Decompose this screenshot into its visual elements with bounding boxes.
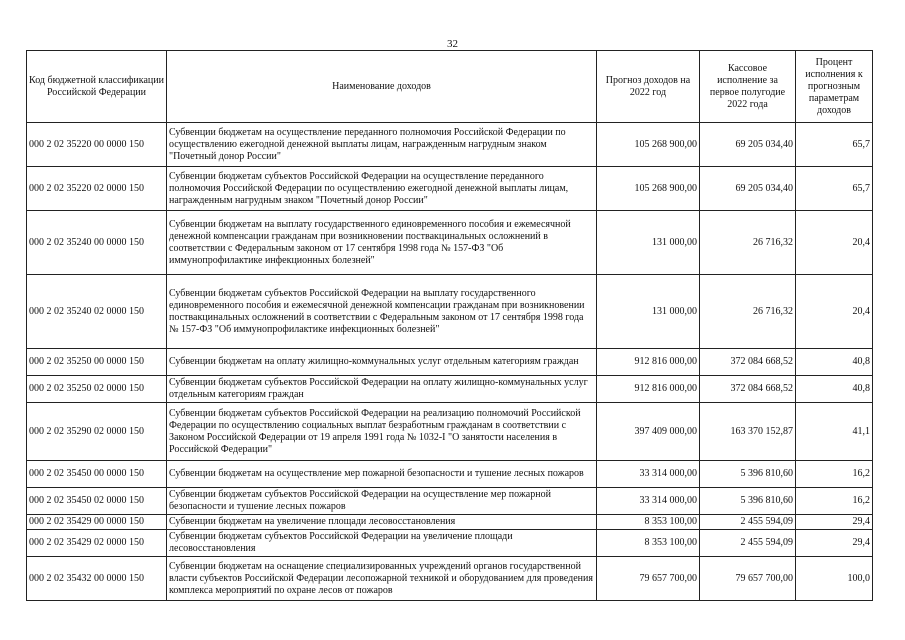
row-name: Субвенции бюджетам субъектов Российской Федерации на осуществление мер пожарной безопасности и тушение лесных пожаров: [167, 488, 597, 515]
row-name: Субвенции бюджетам на осуществление мер пожарной безопасности и тушение лесных пожаров: [167, 461, 597, 488]
row-code: 000 2 02 35450 02 0000 150: [27, 488, 167, 515]
header-code: Код бюджетной классификации Российской Федерации: [27, 51, 167, 123]
row-forecast: 131 000,00: [597, 211, 700, 275]
row-percent: 65,7: [796, 123, 873, 167]
header-name: Наименование доходов: [167, 51, 597, 123]
row-execution: 5 396 810,60: [700, 488, 796, 515]
row-percent: 20,4: [796, 275, 873, 349]
row-execution: 79 657 700,00: [700, 557, 796, 601]
row-forecast: 912 816 000,00: [597, 349, 700, 376]
table-row: [27, 488, 873, 515]
table-row: [27, 530, 873, 557]
row-execution: 26 716,32: [700, 275, 796, 349]
row-code: 000 2 02 35250 02 0000 150: [27, 376, 167, 403]
row-code: 000 2 02 35290 02 0000 150: [27, 403, 167, 461]
table-row: [27, 275, 873, 349]
row-forecast: 8 353 100,00: [597, 530, 700, 557]
table-row: [27, 557, 873, 601]
table-row: [27, 515, 873, 530]
row-code: 000 2 02 35429 02 0000 150: [27, 530, 167, 557]
row-forecast: 79 657 700,00: [597, 557, 700, 601]
row-forecast: 131 000,00: [597, 275, 700, 349]
row-code: 000 2 02 35432 00 0000 150: [27, 557, 167, 601]
row-forecast: 8 353 100,00: [597, 515, 700, 530]
row-execution: 163 370 152,87: [700, 403, 796, 461]
row-percent: 16,2: [796, 461, 873, 488]
row-name: Субвенции бюджетам на оснащение специализированных учреждений органов государственной власти субъектов Российской Федерации лесопожарной техникой и оборудованием для проведения комплекса мероприятий по охране лесов от пожаров: [167, 557, 597, 601]
table-row: [27, 167, 873, 211]
row-name: Субвенции бюджетам субъектов Российской Федерации на выплату государственного единовременного пособия и ежемесячной денежной компенсации гражданам при возникновении поствакцинальных осложнений в соответствии с Федеральным законом от 17 сентября 1998 года № 157-ФЗ "Об иммунопрофилактике инфекционных болезней": [167, 275, 597, 349]
row-execution: 2 455 594,09: [700, 530, 796, 557]
row-percent: 65,7: [796, 167, 873, 211]
header-percent: Процент исполнения к прогнозным параметрам доходов: [796, 51, 873, 123]
row-execution: 2 455 594,09: [700, 515, 796, 530]
table-body: [27, 123, 873, 601]
row-percent: 40,8: [796, 376, 873, 403]
row-code: 000 2 02 35250 00 0000 150: [27, 349, 167, 376]
row-name: Субвенции бюджетам на выплату государственного единовременного пособия и ежемесячной денежной компенсации гражданам при возникновении поствакцинальных осложнений в соответствии с Федеральным законом от 17 сентября 1998 года № 157-ФЗ "Об иммунопрофилактике инфекционных болезней": [167, 211, 597, 275]
row-execution: 69 205 034,40: [700, 167, 796, 211]
row-code: 000 2 02 35220 00 0000 150: [27, 123, 167, 167]
revenue-table: [26, 50, 873, 601]
header-row: [27, 51, 873, 123]
row-percent: 20,4: [796, 211, 873, 275]
row-code: 000 2 02 35240 00 0000 150: [27, 211, 167, 275]
row-name: Субвенции бюджетам субъектов Российской Федерации на увеличение площади лесовосстановления: [167, 530, 597, 557]
table-row: [27, 461, 873, 488]
row-name: Субвенции бюджетам на оплату жилищно-коммунальных услуг отдельным категориям граждан: [167, 349, 597, 376]
row-forecast: 33 314 000,00: [597, 461, 700, 488]
row-percent: 16,2: [796, 488, 873, 515]
row-execution: 26 716,32: [700, 211, 796, 275]
row-execution: 69 205 034,40: [700, 123, 796, 167]
row-forecast: 397 409 000,00: [597, 403, 700, 461]
row-execution: 372 084 668,52: [700, 349, 796, 376]
table-row: [27, 403, 873, 461]
row-code: 000 2 02 35429 00 0000 150: [27, 515, 167, 530]
table-row: [27, 349, 873, 376]
row-forecast: 912 816 000,00: [597, 376, 700, 403]
table-row: [27, 123, 873, 167]
row-name: Субвенции бюджетам субъектов Российской Федерации на осуществление переданного полномочия Российской Федерации по осуществлению ежегодной денежной выплаты лицам, награжденным нагрудным знаком "Почетный донор России": [167, 167, 597, 211]
header-execution: Кассовое исполнение за первое полугодие 2022 года: [700, 51, 796, 123]
row-name: Субвенции бюджетам на увеличение площади лесовосстановления: [167, 515, 597, 530]
row-name: Субвенции бюджетам субъектов Российской Федерации на оплату жилищно-коммунальных услуг отдельным категориям граждан: [167, 376, 597, 403]
row-code: 000 2 02 35220 02 0000 150: [27, 167, 167, 211]
row-percent: 41,1: [796, 403, 873, 461]
header-forecast: Прогноз доходов на 2022 год: [597, 51, 700, 123]
row-code: 000 2 02 35450 00 0000 150: [27, 461, 167, 488]
row-percent: 40,8: [796, 349, 873, 376]
row-execution: 5 396 810,60: [700, 461, 796, 488]
row-percent: 29,4: [796, 530, 873, 557]
row-forecast: 33 314 000,00: [597, 488, 700, 515]
row-execution: 372 084 668,52: [700, 376, 796, 403]
row-forecast: 105 268 900,00: [597, 123, 700, 167]
row-name: Субвенции бюджетам субъектов Российской Федерации на реализацию полномочий Российской Федерации по осуществлению социальных выплат безработным гражданам в соответствии с Законом Российской Федерации от 19 апреля 1991 года № 1032-I "О занятости населения в Российской Федерации": [167, 403, 597, 461]
row-forecast: 105 268 900,00: [597, 167, 700, 211]
page-number: 32: [447, 38, 458, 50]
row-percent: 100,0: [796, 557, 873, 601]
row-code: 000 2 02 35240 02 0000 150: [27, 275, 167, 349]
row-name: Субвенции бюджетам на осуществление переданного полномочия Российской Федерации по осуществлению ежегодной денежной выплаты лицам, награжденным нагрудным знаком "Почетный донор России": [167, 123, 597, 167]
table-row: [27, 376, 873, 403]
row-percent: 29,4: [796, 515, 873, 530]
table-row: [27, 211, 873, 275]
